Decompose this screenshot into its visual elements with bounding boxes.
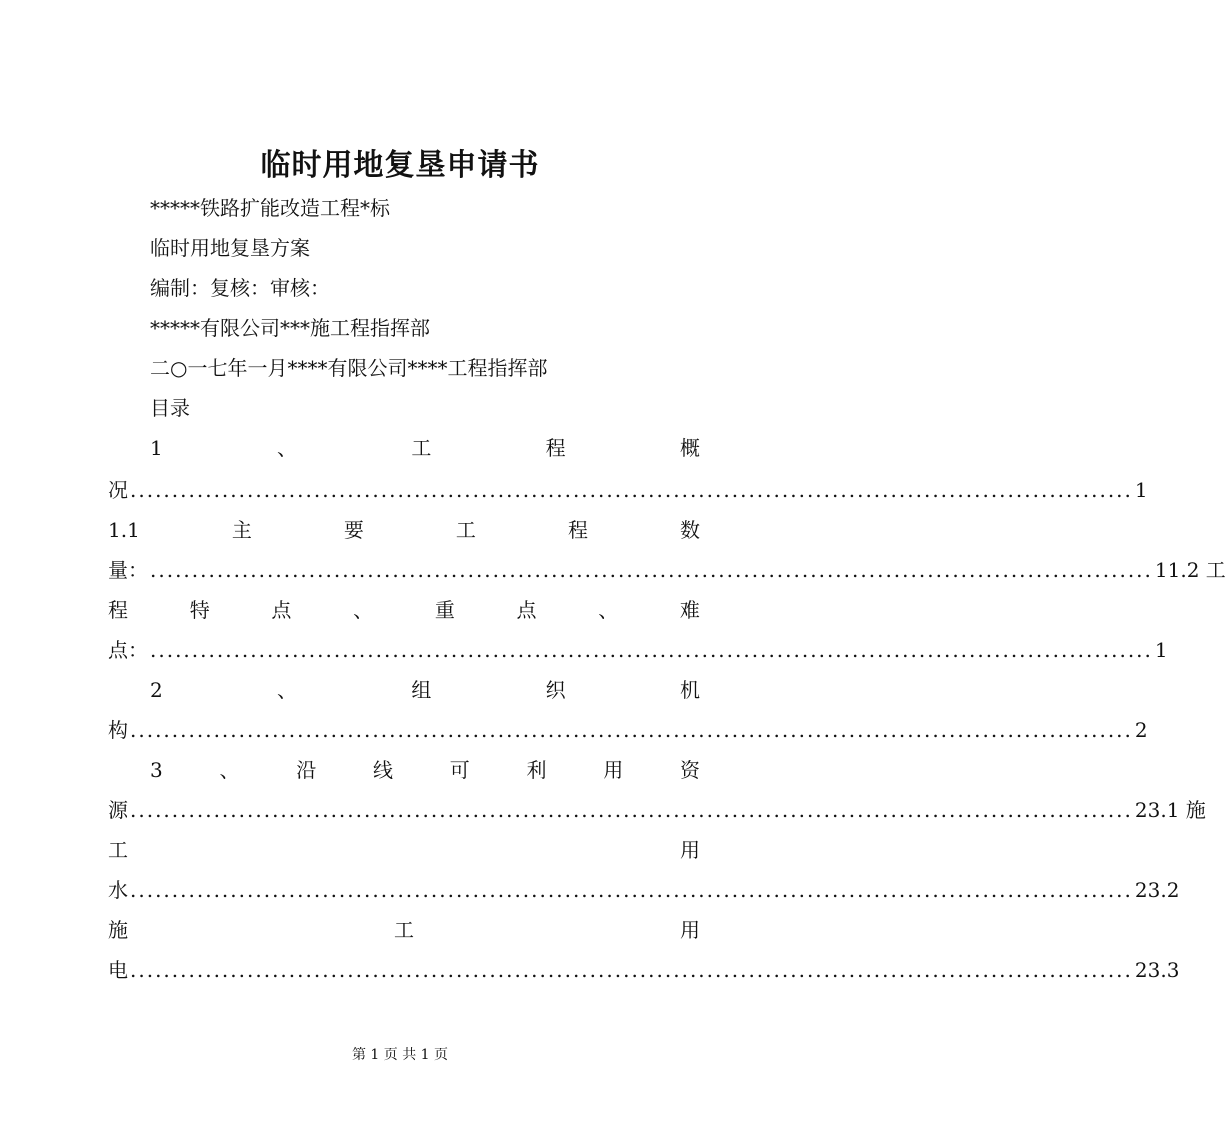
plan-title-line: 临时用地复垦方案 — [150, 236, 310, 260]
toc-row-7-spread — [108, 916, 700, 944]
toc-char: 线 — [372, 758, 393, 782]
toc-heading: 目录 — [150, 396, 190, 420]
toc-page-number: 23.1 施 — [1134, 798, 1206, 822]
toc-char: 施 — [108, 918, 128, 942]
toc-char: 3 — [150, 758, 163, 782]
toc-char: 数 — [679, 518, 700, 542]
toc-lead-text: 水 — [108, 878, 128, 902]
project-name-line: *****铁路扩能改造工程*标 — [150, 196, 390, 220]
dot-leader: ........................................................................................................................ — [150, 638, 1153, 662]
toc-lead-text: 电 — [108, 958, 128, 982]
toc-char: 程 — [108, 598, 128, 622]
toc-char: 难 — [679, 598, 700, 622]
toc-char: 资 — [679, 758, 700, 782]
toc-char: 、 — [219, 758, 240, 782]
toc-page-number: 23.2 — [1134, 878, 1180, 902]
toc-char: 组 — [411, 678, 432, 702]
toc-page-number: 11.2 工 — [1154, 558, 1226, 582]
toc-lead-text: 点： — [108, 638, 148, 662]
toc-page-number: 1 — [1154, 638, 1168, 662]
toc-row-2-leader — [108, 556, 1226, 584]
toc-char: 织 — [545, 678, 566, 702]
toc-page-number: 1 — [1134, 478, 1148, 502]
toc-lead-text: 构 — [108, 718, 128, 742]
toc-char: 主 — [231, 518, 252, 542]
toc-page-number: 2 — [1134, 718, 1148, 742]
toc-char: 工 — [455, 518, 476, 542]
toc-page-number: 23.3 — [1134, 958, 1180, 982]
toc-char: 、 — [277, 436, 298, 460]
date-line: 二○一七年一月****有限公司****工程指挥部 — [150, 356, 548, 380]
toc-char: 利 — [526, 758, 547, 782]
toc-char: 可 — [449, 758, 470, 782]
toc-char: 、 — [353, 598, 374, 622]
dot-leader: ........................................................................................................................ — [130, 478, 1133, 502]
toc-char: 机 — [679, 678, 700, 702]
company-line: *****有限公司***施工程指挥部 — [150, 316, 430, 340]
dot-leader: ........................................................................................................................ — [130, 878, 1133, 902]
toc-row-1-spread — [150, 434, 700, 462]
toc-char: 概 — [679, 436, 700, 460]
toc-row-3-spread — [108, 596, 700, 624]
toc-char: 、 — [277, 678, 298, 702]
toc-char: 用 — [680, 838, 700, 862]
toc-lead-text: 量： — [108, 558, 148, 582]
dot-leader: ........................................................................................................................ — [150, 558, 1153, 582]
toc-char: 特 — [189, 598, 210, 622]
toc-row-5-leader — [108, 796, 1206, 824]
toc-char: 工 — [411, 436, 432, 460]
toc-row-6-spread — [108, 836, 700, 864]
document-title: 临时用地复垦申请书 — [260, 148, 540, 183]
toc-row-6-leader — [108, 876, 1180, 904]
dot-leader: ........................................................................................................................ — [130, 798, 1133, 822]
toc-row-3-leader — [108, 636, 1168, 664]
toc-char: 工 — [108, 838, 128, 862]
toc-char: 用 — [603, 758, 624, 782]
toc-char: 重 — [434, 598, 455, 622]
toc-char: 沿 — [296, 758, 317, 782]
toc-row-5-spread — [150, 756, 700, 784]
toc-row-1-leader — [108, 476, 1148, 504]
toc-lead-text: 况 — [108, 478, 128, 502]
toc-char: 点 — [271, 598, 292, 622]
toc-char: 1 — [150, 436, 163, 460]
dot-leader: ........................................................................................................................ — [130, 718, 1133, 742]
toc-char: 1.1 — [108, 518, 140, 542]
toc-char: 工 — [394, 918, 414, 942]
toc-char: 程 — [545, 436, 566, 460]
authors-line: 编制：复核：审核： — [150, 276, 330, 300]
toc-char: 程 — [567, 518, 588, 542]
toc-char: 点 — [516, 598, 537, 622]
page-footer: 第 1 页 共 1 页 — [351, 1047, 449, 1063]
toc-row-2-spread — [108, 516, 700, 544]
toc-row-7-leader — [108, 956, 1180, 984]
toc-row-4-spread — [150, 676, 700, 704]
toc-lead-text: 源 — [108, 798, 128, 822]
toc-char: 要 — [343, 518, 364, 542]
toc-char: 、 — [598, 598, 619, 622]
toc-row-4-leader — [108, 716, 1148, 744]
toc-char: 用 — [680, 918, 700, 942]
toc-char: 2 — [150, 678, 163, 702]
dot-leader: ........................................................................................................................ — [130, 958, 1133, 982]
